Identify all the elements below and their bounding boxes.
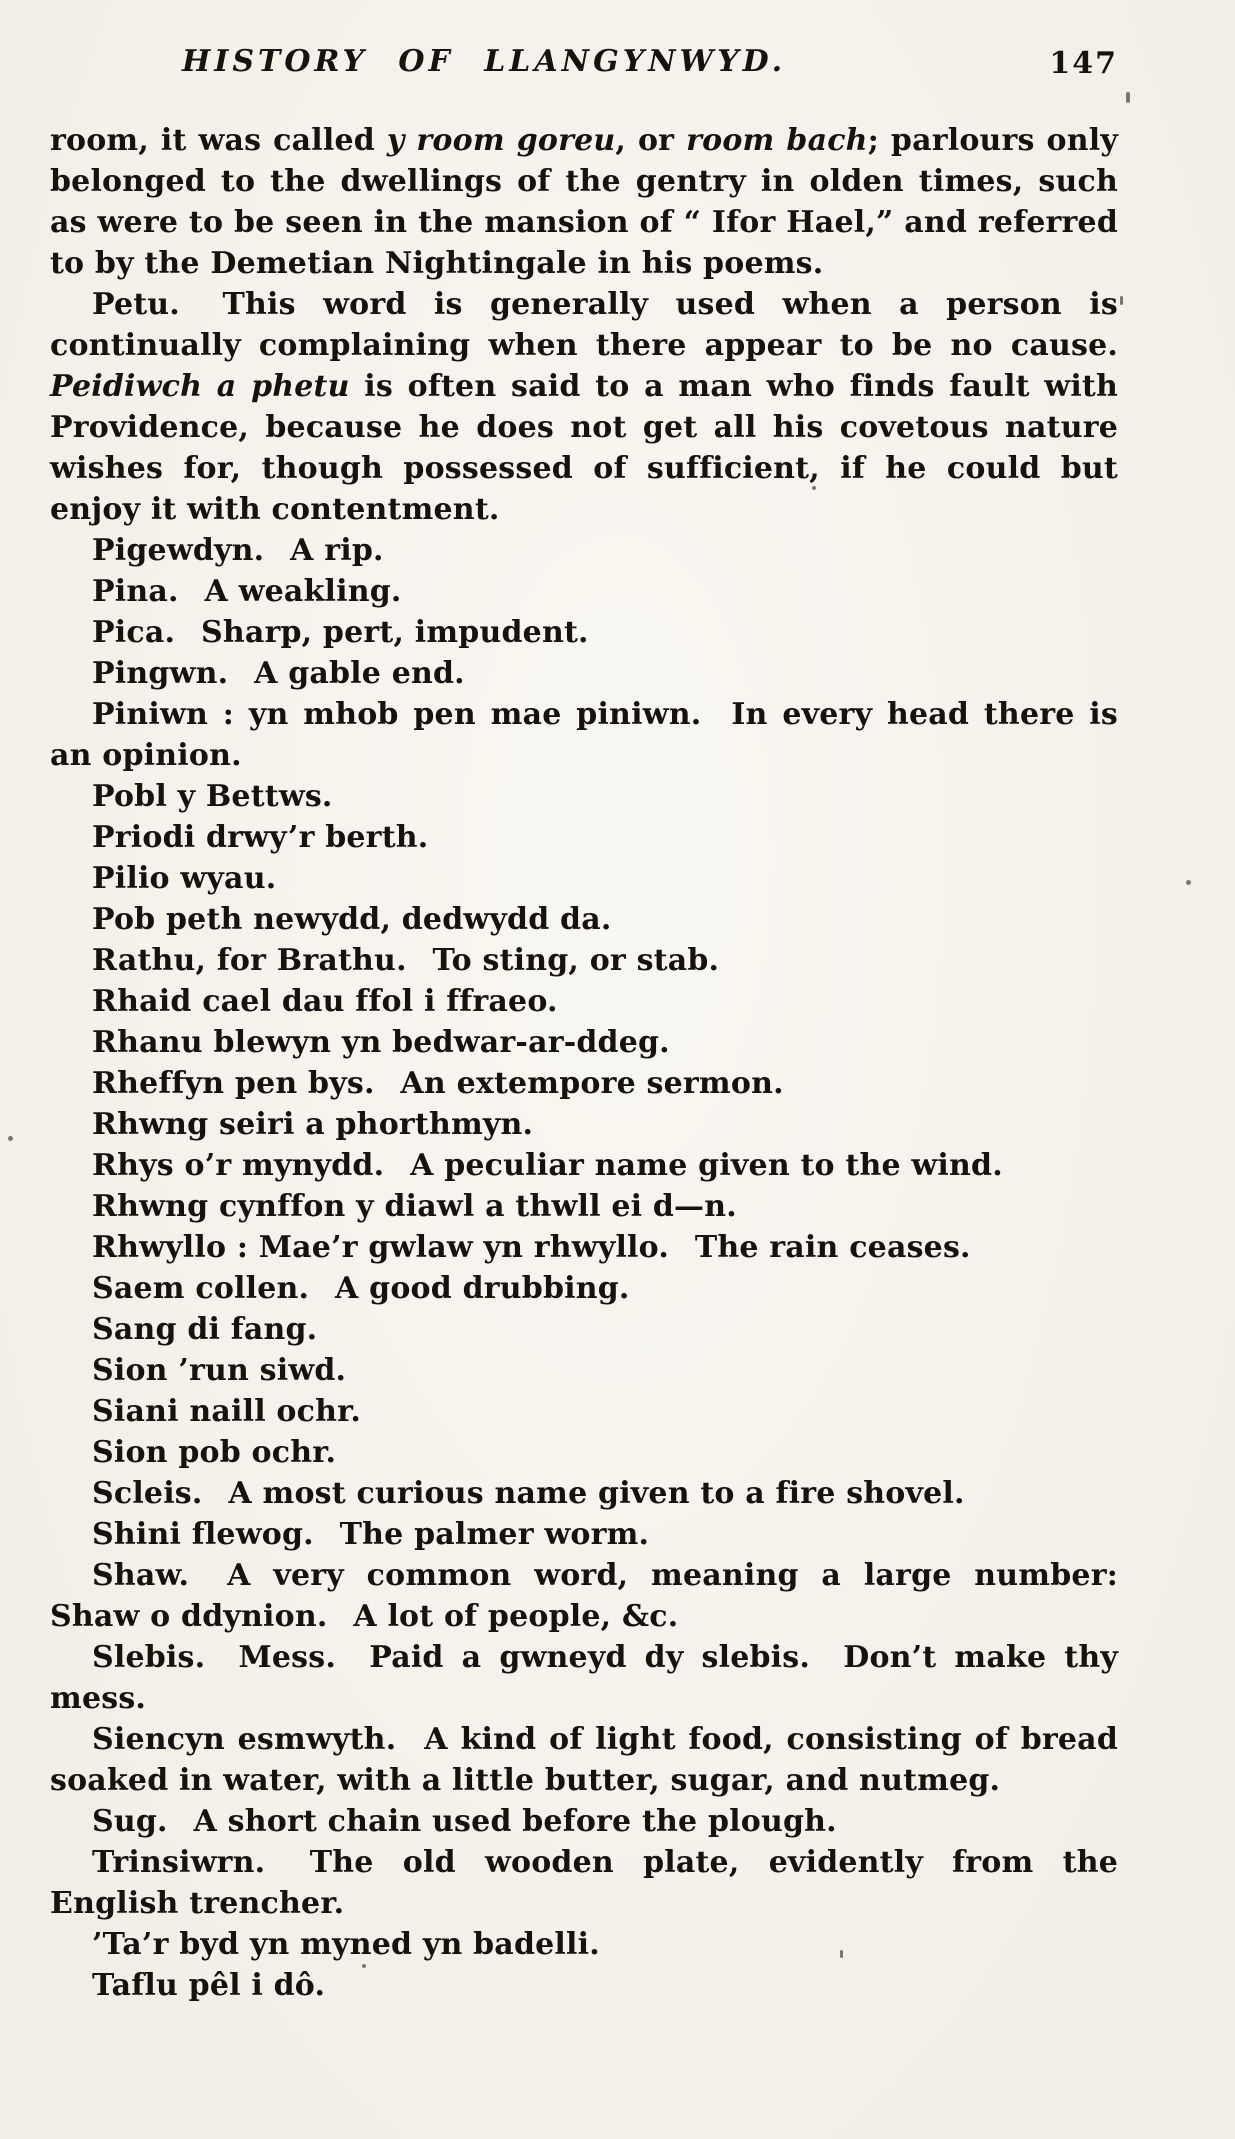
text-run: Petu. This word is generally used when a person is continually complaining when there appear to be no cause. bbox=[50, 287, 1118, 363]
text-run: Rhys o’r mynydd. A peculiar name given to the wind. bbox=[92, 1148, 1003, 1183]
glossary-entry bbox=[50, 571, 1118, 612]
glossary-entry bbox=[50, 1350, 1118, 1391]
glossary-entry bbox=[50, 1145, 1118, 1186]
glossary-entry bbox=[50, 1555, 1118, 1637]
text-run: Sang di fang. bbox=[92, 1312, 318, 1347]
text-run: Taflu pêl i dô. bbox=[92, 1968, 326, 2003]
text-run: Rathu, for Brathu. To sting, or stab. bbox=[92, 943, 720, 978]
glossary-entry bbox=[50, 1719, 1118, 1801]
text-run: room, it was called bbox=[50, 123, 387, 158]
petu-paragraph bbox=[50, 284, 1118, 530]
glossary-entry bbox=[50, 981, 1118, 1022]
text-run: Pina. A weakling. bbox=[92, 574, 402, 609]
glossary-entry bbox=[50, 1965, 1118, 2006]
text-run: Rhwng cynffon y diawl a thwll ei d—n. bbox=[92, 1189, 737, 1224]
text-run: Scleis. A most curious name given to a fire shovel. bbox=[92, 1476, 965, 1511]
italic-phrase: Peidiwch a phetu bbox=[50, 369, 350, 404]
glossary-entry bbox=[50, 899, 1118, 940]
text-run: Shaw. A very common word, meaning a large number: Shaw o ddynion. A lot of people, &c. bbox=[50, 1558, 1118, 1634]
scan-speck bbox=[840, 1950, 843, 1958]
glossary-entry bbox=[50, 1022, 1118, 1063]
text-run: Piniwn : yn mhob pen mae piniwn. In every head there is an opinion. bbox=[50, 697, 1118, 773]
glossary-entry bbox=[50, 1268, 1118, 1309]
glossary-entry bbox=[50, 1063, 1118, 1104]
text-run: Siencyn esmwyth. A kind of light food, consisting of bread soaked in water, with a little butter, sugar, and nutmeg. bbox=[50, 1722, 1118, 1798]
text-run: Slebis. Mess. Paid a gwneyd dy slebis. Don’t make thy mess. bbox=[50, 1640, 1118, 1716]
glossary-entry bbox=[50, 530, 1118, 571]
continued-paragraph bbox=[50, 120, 1118, 284]
text-run: Pica. Sharp, pert, impudent. bbox=[92, 615, 589, 650]
glossary-entry bbox=[50, 694, 1118, 776]
text-run: Pingwn. A gable end. bbox=[92, 656, 465, 691]
text-run: ; parlours only belonged to the dwellings of the gentry in olden times, such as were to be seen in the mansion of “ Ifor Hael,” and referred to by the Demetian Nightingale in his poems. bbox=[50, 123, 1119, 281]
scan-speck bbox=[1186, 880, 1191, 885]
glossary-entry bbox=[50, 1432, 1118, 1473]
text-run: Pobl y Bettws. bbox=[92, 779, 333, 814]
text-run: Pilio wyau. bbox=[92, 861, 277, 896]
text-run: is often said to a man who finds fault with Providence, because he does not get all his covetous nature wishes for, though possessed of sufficient, if he could but enjoy it with contentment. bbox=[50, 369, 1118, 527]
text-run: ’Ta’r byd yn myned yn badelli. bbox=[92, 1927, 600, 1962]
glossary-entry bbox=[50, 858, 1118, 899]
text-run: Saem collen. A good drubbing. bbox=[92, 1271, 630, 1306]
text-run: Pigewdyn. A rip. bbox=[92, 533, 384, 568]
italic-phrase: room bach bbox=[686, 123, 868, 158]
scan-speck bbox=[8, 1136, 13, 1141]
text-run: Siani naill ochr. bbox=[92, 1394, 362, 1429]
glossary-entry bbox=[50, 1924, 1118, 1965]
running-title: HISTORY OF LLANGYNWYD. bbox=[181, 44, 787, 79]
glossary-entry bbox=[50, 1842, 1118, 1924]
glossary-entry bbox=[50, 1391, 1118, 1432]
text-run: Sion ’run siwd. bbox=[92, 1353, 347, 1388]
text-run: Rhwyllo : Mae’r gwlaw yn rhwyllo. The rain ceases. bbox=[92, 1230, 971, 1265]
glossary-entry bbox=[50, 1227, 1118, 1268]
italic-phrase: y room goreu bbox=[386, 123, 616, 158]
glossary-entry bbox=[50, 817, 1118, 858]
text-run: Rhanu blewyn yn bedwar-ar-ddeg. bbox=[92, 1025, 670, 1060]
glossary-entry bbox=[50, 776, 1118, 817]
glossary-entry bbox=[50, 1801, 1118, 1842]
text-run: Rheffyn pen bys. An extempore sermon. bbox=[92, 1066, 784, 1101]
glossary-entry bbox=[50, 1186, 1118, 1227]
text-run: Shini flewog. The palmer worm. bbox=[92, 1517, 650, 1552]
glossary-entry bbox=[50, 1104, 1118, 1145]
glossary-entry bbox=[50, 653, 1118, 694]
page-header bbox=[50, 44, 1118, 90]
scan-speck bbox=[362, 1964, 366, 1968]
glossary-entry bbox=[50, 1309, 1118, 1350]
glossary-entry bbox=[50, 1473, 1118, 1514]
text-run: Sion pob ochr. bbox=[92, 1435, 337, 1470]
text-run: , or bbox=[615, 123, 687, 158]
text-run: Sug. A short chain used before the plough. bbox=[92, 1804, 837, 1839]
text-run: Rhwng seiri a phorthmyn. bbox=[92, 1107, 534, 1142]
scan-speck bbox=[812, 486, 816, 490]
glossary-entry bbox=[50, 1514, 1118, 1555]
page-number: 147 bbox=[1049, 46, 1118, 81]
page-body bbox=[50, 120, 1118, 2006]
text-run: Pob peth newydd, dedwydd da. bbox=[92, 902, 612, 937]
glossary-entry bbox=[50, 940, 1118, 981]
text-run: Rhaid cael dau ffol i ffraeo. bbox=[92, 984, 558, 1019]
scan-speck bbox=[1126, 92, 1130, 103]
text-run: Priodi drwy’r berth. bbox=[92, 820, 429, 855]
scan-speck bbox=[1120, 296, 1123, 305]
glossary-entry bbox=[50, 1637, 1118, 1719]
glossary-entry bbox=[50, 612, 1118, 653]
text-run: Trinsiwrn. The old wooden plate, evidently from the English trencher. bbox=[50, 1845, 1118, 1921]
